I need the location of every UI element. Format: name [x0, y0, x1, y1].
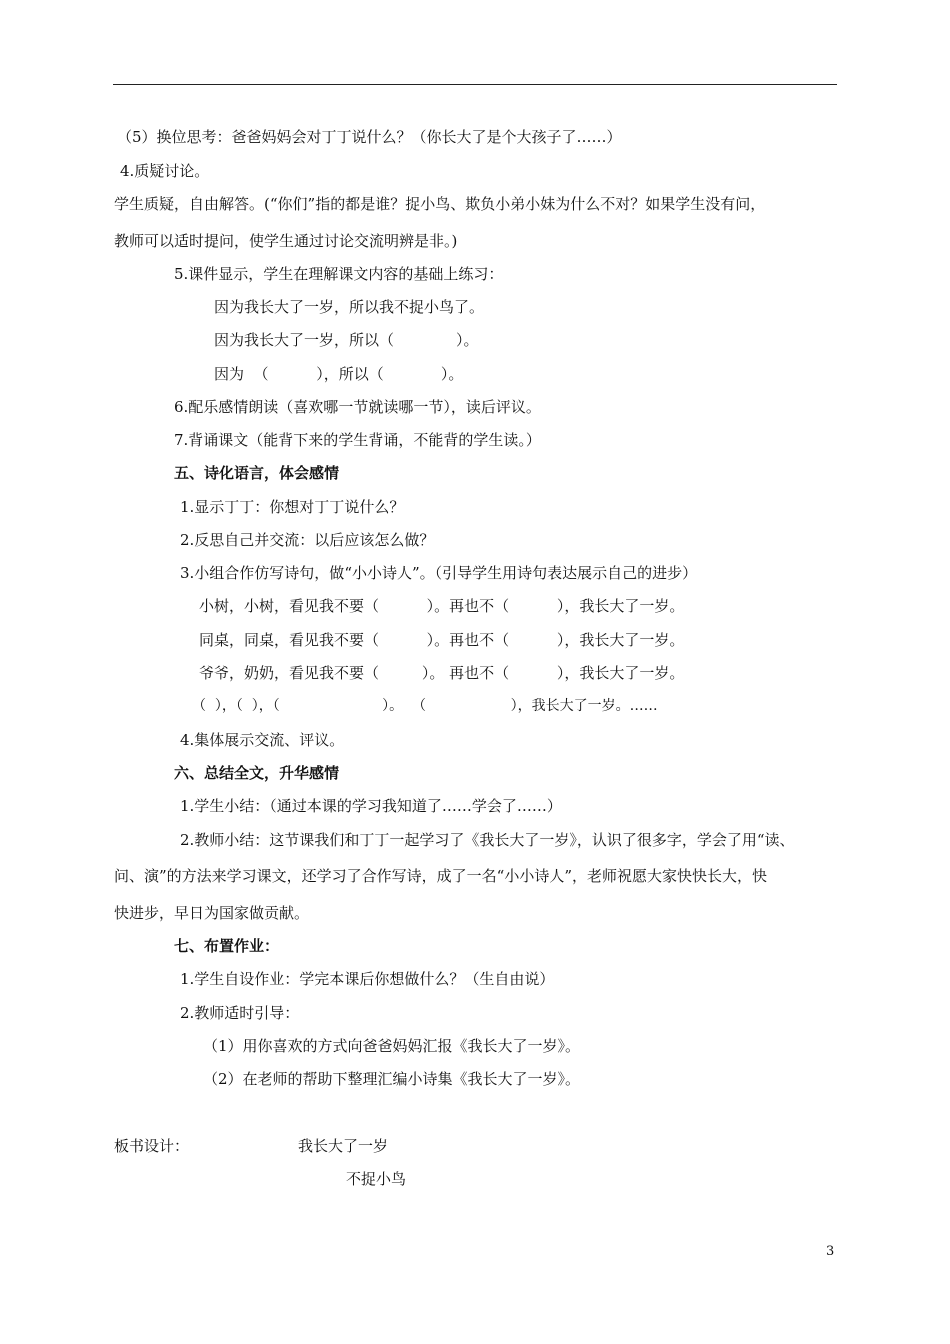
paragraph-line: 5.课件显示，学生在理解课文内容的基础上练习：: [174, 265, 504, 283]
exercise-line: 因为我长大了一岁，所以（ ）。: [214, 331, 479, 349]
paragraph-line: 3.小组合作仿写诗句，做“小小诗人”。（引导学生用诗句表达展示自己的进步）: [180, 564, 698, 582]
paragraph-line: 2.教师适时引导：: [180, 1004, 300, 1022]
paragraph-line: 学生质疑，自由解答。(“你们”指的都是谁？捉小鸟、欺负小弟小妹为什么不对？如果学生没有问，: [114, 195, 766, 213]
paragraph-line: 1.学生小结：（通过本课的学习我知道了……学会了……）: [180, 797, 562, 815]
section-heading: 七、布置作业：: [174, 937, 280, 955]
paragraph-line: 2.教师小结：这节课我们和丁丁一起学习了《我长大了一岁》，认识了很多字，学会了用“读、: [180, 831, 795, 849]
paragraph-line: 快进步，早日为国家做贡献。: [114, 904, 310, 922]
board-design-item: 不捉小鸟: [346, 1170, 407, 1188]
paragraph-line: 1.显示丁丁：你想对丁丁说什么？: [180, 498, 405, 516]
section-heading: 五、诗化语言，体会感情: [174, 464, 340, 482]
paragraph-line: 2.反思自己并交流：以后应该怎么做？: [180, 531, 435, 549]
paragraph-line: 6.配乐感情朗读（喜欢哪一节就读哪一节），读后评议。: [174, 398, 541, 416]
paragraph-line: 4.集体展示交流、评议。: [180, 731, 345, 749]
page-number: 3: [826, 1244, 835, 1259]
exercise-line: 因为 （ ），所以（ ）。: [214, 365, 464, 383]
header-rule: [113, 84, 837, 85]
board-design-title: 我长大了一岁: [298, 1137, 389, 1155]
paragraph-line: 7.背诵课文（能背下来的学生背诵，不能背的学生读。）: [174, 431, 541, 449]
paragraph-line: （5）换位思考：爸爸妈妈会对丁丁说什么？（你长大了是个大孩子了……）: [117, 128, 622, 146]
paragraph-line: 教师可以适时提问，使学生通过讨论交流明辨是非。): [114, 232, 458, 250]
section-heading: 六、总结全文，升华感情: [174, 764, 340, 782]
poem-line: 小树，小树，看见我不要（ ）。再也不（ ），我长大了一岁。: [199, 597, 685, 615]
paragraph-line: （2）在老师的帮助下整理汇编小诗集《我长大了一岁》。: [203, 1070, 581, 1088]
poem-line: 同桌，同桌，看见我不要（ ）。再也不（ ），我长大了一岁。: [199, 631, 685, 649]
paragraph-line: 问、演”的方法来学习课文，还学习了合作写诗，成了一名“小小诗人”，老师祝愿大家快快长大，快: [114, 867, 768, 885]
paragraph-line: （1）用你喜欢的方式向爸爸妈妈汇报《我长大了一岁》。: [203, 1037, 581, 1055]
paragraph-line: 4.质疑讨论。: [120, 162, 210, 180]
exercise-line: 因为我长大了一岁，所以我不捉小鸟了。: [214, 298, 485, 316]
poem-line: 爷爷，奶奶，看见我不要（ ）。 再也不（ ），我长大了一岁。: [199, 664, 685, 682]
poem-line: （ ），（ ），（ ）。 （ ），我长大了一岁。……: [192, 698, 658, 714]
paragraph-line: 1.学生自设作业：学完本课后你想做什么？（生自由说）: [180, 970, 555, 988]
board-design-label: 板书设计：: [114, 1137, 190, 1155]
